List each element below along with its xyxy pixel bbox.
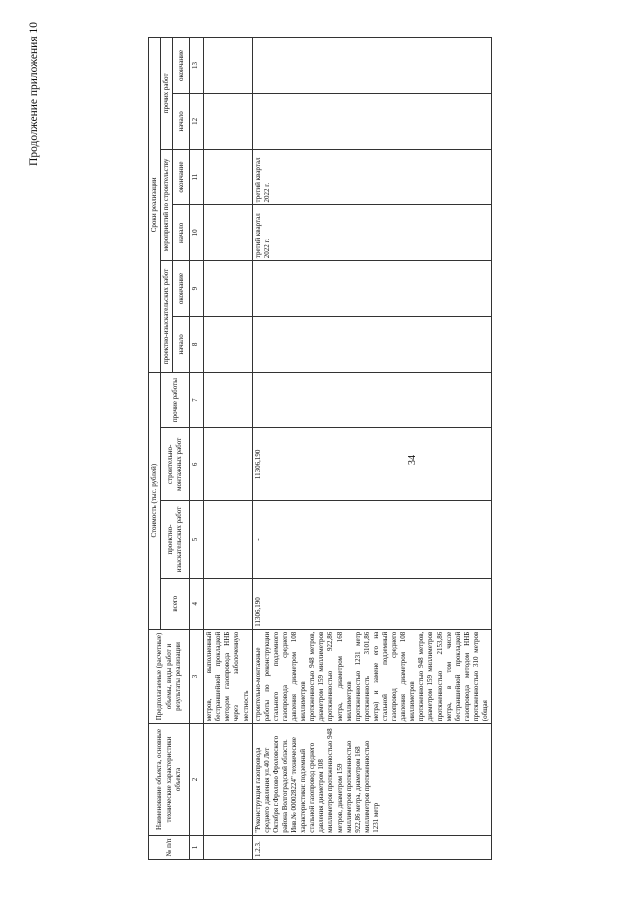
header-cost-group: Стоимость (тыс. рублей) [149, 372, 161, 629]
design-start [252, 316, 491, 372]
header-terms-group: Сроки реализации [149, 38, 161, 373]
header-cost-other: прочие работы [161, 372, 190, 428]
col-number: 2 [190, 724, 204, 836]
works-description: строительно-монтажные работы по реконструкции стального подземного газопровода среднего давления диаметром 108 миллиметров протяженностью 948 метров, диаметром 159 миллиметров протяженностью 922,86 метра, диаметром 168 миллиметров протяженностью 1231 метр протяженность 3101,86 метра) и замене его на стальной подземный газопровод среднего давления диаметром 108 миллиметров протяженностью 948 метров, диаметром 159 миллиметров протяженностью 2153,86 метра, в том числе бестраншейной прокладкой газопровода методом ННБ протяженностью 310 метров (общая [252, 629, 491, 724]
table-row [204, 38, 252, 860]
header-num: № п/п [149, 835, 190, 859]
construction-start: третий квартал 2022 г. [252, 205, 491, 261]
cost-total: 11306,190 [252, 578, 491, 629]
cost-construction: 11306,190 [252, 428, 491, 501]
header-start: начало [173, 93, 190, 149]
header-terms-other: прочих работ [161, 38, 173, 150]
cost-other [252, 372, 491, 428]
header-volumes: Предполагаемые (расчетные) объемы, виды работ и результаты реализации [149, 629, 190, 724]
header-terms-design: проектно-изыскательских работ [161, 261, 173, 373]
col-number: 10 [190, 205, 204, 261]
implementation-table [148, 37, 492, 860]
col-number: 9 [190, 261, 204, 317]
col-number: 4 [190, 578, 204, 629]
col-number: 3 [190, 629, 204, 724]
header-start: начало [173, 316, 190, 372]
col-number: 7 [190, 372, 204, 428]
page-number: 34 [407, 455, 418, 465]
appendix-continuation-title: Продолжение приложения 10 [28, 22, 40, 166]
header-cost-construction: строительно-монтажных работ [161, 428, 190, 501]
header-terms-construction: мероприятий по строительству [161, 149, 173, 261]
col-number: 5 [190, 501, 204, 579]
col-number: 13 [190, 38, 204, 94]
col-number: 1 [190, 835, 204, 859]
cost-design: - [252, 501, 491, 579]
header-object-name: Наименование объекта, основные технические характеристики объекта [149, 724, 190, 836]
header-end: окончание [173, 261, 190, 317]
continuation-works-text: метров, выполненный бестраншейной прокладкой методом газопровода ННБ через заболоченную местность [204, 629, 252, 724]
other-start [252, 93, 491, 149]
design-end [252, 261, 491, 317]
header-end: окончание [173, 149, 190, 205]
row-number: 1.2.3. [252, 835, 491, 859]
table-row [252, 38, 491, 860]
other-end [252, 38, 491, 94]
object-name: "Реконструкция газопровода среднего давления ул.40 Лет Октября г.Фролово Фроловского района Волгоградской области. Инв.№ 000028224" технические характеристики: подземный стальной газопровод среднего давления диаметром 108 миллиметров протяженностью 948 метров, диаметром 159 миллиметров протяженностью 922,86 метра, диаметром 168 миллиметров протяженностью 1231 метр [252, 724, 491, 836]
construction-end: третий квартал 2022 г. [252, 149, 491, 205]
col-number: 11 [190, 149, 204, 205]
col-number: 8 [190, 316, 204, 372]
header-end: окончание [173, 38, 190, 94]
header-cost-total: всего [161, 578, 190, 629]
header-cost-design: проектно-изыскательских работ [161, 501, 190, 579]
col-number: 6 [190, 428, 204, 501]
header-start: начало [173, 205, 190, 261]
col-number: 12 [190, 93, 204, 149]
